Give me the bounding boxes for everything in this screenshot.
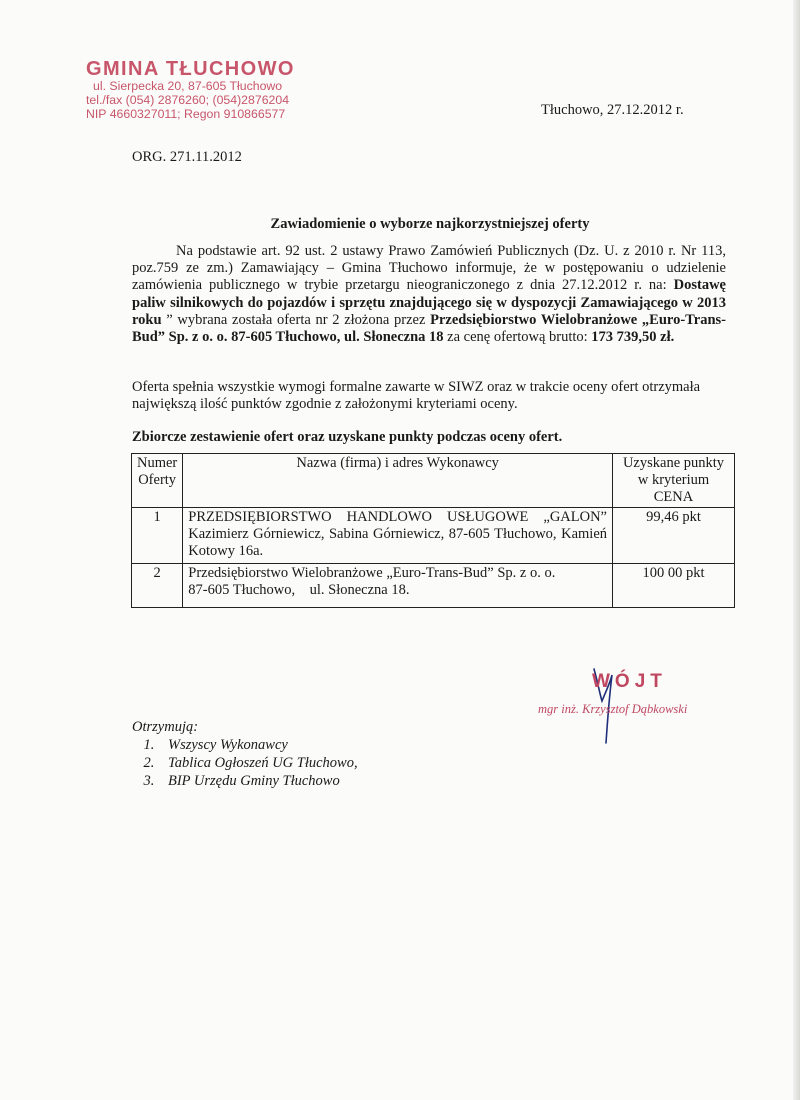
contractor-name [183, 564, 613, 608]
document-title: Zawiadomienie o wyborze najkorzystniejszej oferty [270, 216, 590, 232]
list-item: 3. BIP Urzędu Gminy Tłuchowo [158, 772, 358, 790]
office-stamp: WÓJT [592, 671, 667, 692]
list-item: 1. Wszyscy Wykonawcy [158, 736, 358, 754]
offer-number: 2 [132, 564, 183, 608]
table-row [132, 564, 735, 608]
contractor-name [183, 508, 613, 564]
header-offer-number [132, 454, 183, 508]
header-points [613, 454, 735, 508]
reference-number: ORG. 271.11.2012 [132, 149, 242, 165]
intro-text-2: ” wybrana została oferta nr 2 złożona przez [161, 311, 431, 328]
intro-text-3: za cenę ofertową brutto: [443, 329, 592, 346]
stamp-phone: tel./fax (054) 2876260; (054)2876204 [86, 93, 290, 108]
page-edge [793, 0, 800, 1100]
place-date: Tłuchowo, 27.12.2012 r. [541, 102, 684, 118]
header-number-line2: Oferty [138, 472, 177, 488]
offer-points: 99,46 pkt [613, 508, 735, 564]
intro-paragraph [132, 243, 726, 346]
offer-number: 1 [132, 508, 183, 564]
header-points-line1: Uzyskane punkty [622, 455, 725, 471]
header-points-line2: w kryterium CENA [637, 472, 710, 505]
list-item: 2. Tablica Ogłoszeń UG Tłuchowo, [158, 754, 358, 772]
recipients-label: Otrzymują: [132, 719, 199, 735]
table-header-row [132, 454, 735, 508]
signer-name: mgr inż. Krzysztof Dąbkowski [538, 702, 688, 716]
stamp-title: GMINA TŁUCHOWO [86, 58, 295, 80]
intro-contractor: Przedsiębiorstwo Wielobranżowe „Euro-Trans-Bud” Sp. z o. o. 87-605 Tłuchowo, ul. Słoneczna 18 [132, 311, 726, 346]
contractor-name-line2: 87-605 Tłuchowo, ul. Słoneczna 18. [188, 582, 410, 598]
municipality-stamp [86, 58, 310, 122]
header-contractor-name: Nazwa (firma) i adres Wykonawcy [183, 454, 613, 508]
intro-subject: Dostawę paliw silnikowych do pojazdów i sprzętu znajdującego się w dyspozycji Zamawiającego w 2013 roku [132, 277, 726, 328]
contractor-name-line1: Przedsiębiorstwo Wielobranżowe „Euro-Trans-Bud” Sp. z o. o. [188, 565, 556, 581]
stamp-ids: NIP 4660327011; Regon 910866577 [86, 106, 286, 121]
recipients-block [132, 718, 358, 790]
intro-price: 173 739,50 zł. [591, 329, 675, 346]
intro-text-1: Na podstawie art. 92 ust. 2 ustawy Prawo Zamówień Publicznych (Dz. U. z 2010 r. Nr 113, poz.759 ze zm.) Zamawiający – Gmina Tłuchowo informuje, że w postępowaniu o udzielenie zamówienia publicznego w trybie przetargu nieograniczonego z dnia 27.12.2012 r. na: [132, 243, 726, 294]
evaluation-paragraph: Oferta spełnia wszystkie wymogi formalne zawarte w SIWZ oraz w trakcie oceny ofert otrzymała największą ilość punktów zgodnie z założonymi kryteriami oceny. [132, 379, 701, 413]
stamp-address: ul. Sierpecka 20, 87-605 Tłuchowo [93, 79, 283, 94]
header-number-line1: Numer [137, 455, 178, 471]
summary-heading: Zbiorcze zestawienie ofert oraz uzyskane punkty podczas oceny ofert. [132, 429, 563, 445]
offers-table [131, 453, 735, 608]
contractor-name-text: PRZEDSIĘBIORSTWO HANDLOWO USŁUGOWE „GALON” Kazimierz Górniewicz, Sabina Górniewicz, 87-605 Tłuchowo, Kamień Kotowy 16a. [188, 509, 607, 559]
offer-points: 100 00 pkt [613, 564, 735, 608]
recipients-list [132, 736, 358, 790]
table-row [132, 508, 735, 564]
